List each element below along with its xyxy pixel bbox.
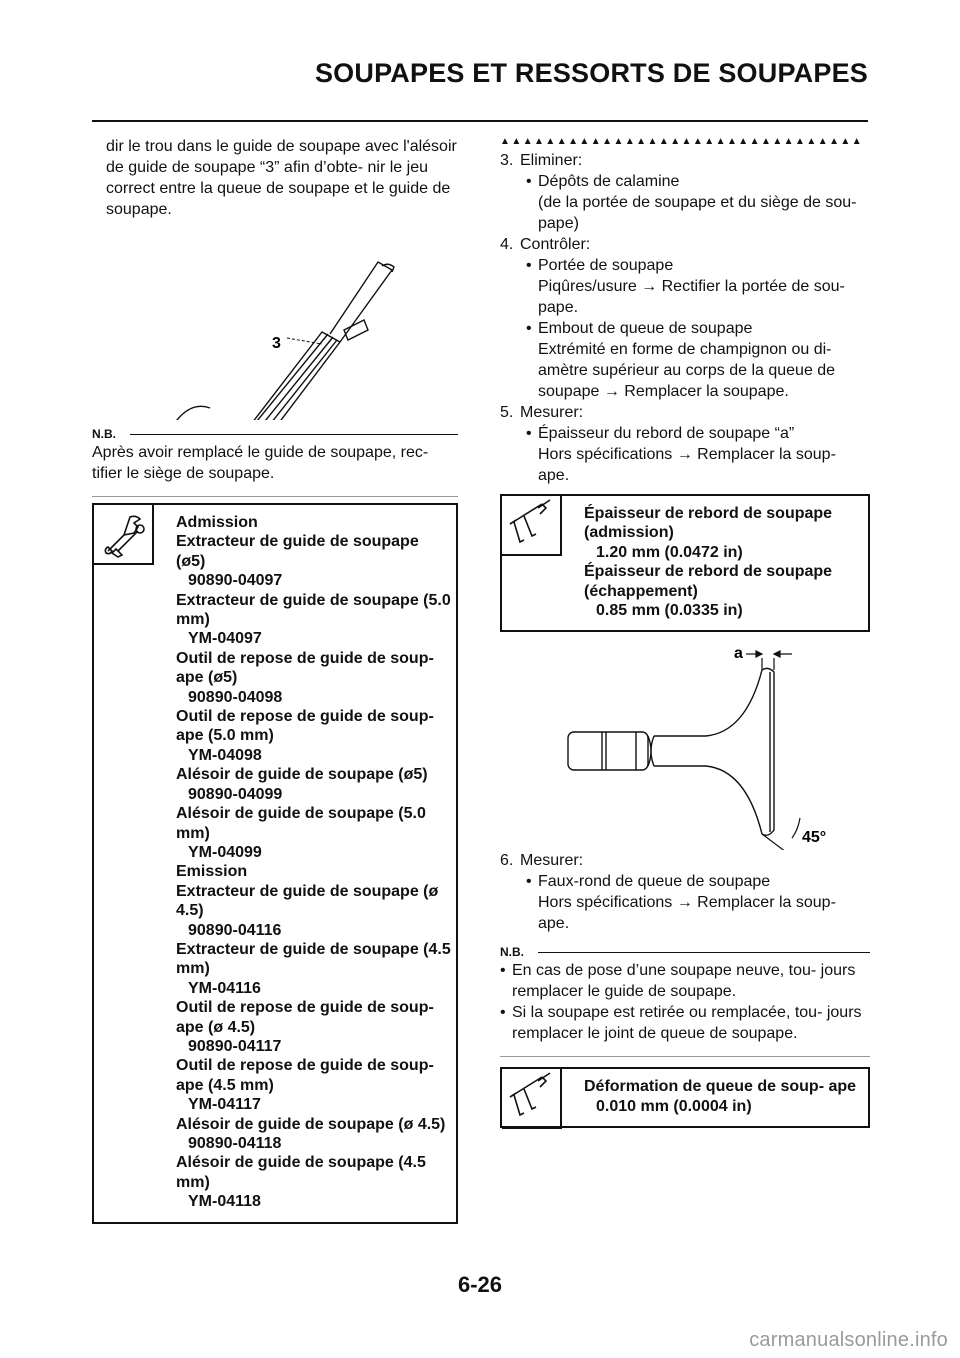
page-title: SOUPAPES ET RESSORTS DE SOUPAPES xyxy=(314,58,868,88)
bullet-subtext: Hors spécifications → Remplacer la soup- ape. xyxy=(538,446,836,484)
step-label: Mesurer: xyxy=(520,852,584,870)
spec-line: Outil de repose de guide de soup- ape (5.0 mm) xyxy=(176,708,434,745)
bullet-subtext: Extrémité en forme de champignon ou di- amètre supérieur au corps de la queue de soupape → Remplacer la soupape. xyxy=(538,341,836,400)
bullet-text: Épaisseur du rebord de soupape “a” xyxy=(538,425,795,442)
spec-line: YM-04098 xyxy=(188,746,262,764)
bullet-dot-icon: • xyxy=(526,173,532,190)
bullet-item xyxy=(520,423,870,486)
bullet-subtext: (de la portée de soupape et du siège de sou- pape) xyxy=(538,194,857,232)
nb-rule-right xyxy=(538,952,870,953)
valve-label-angle: 45° xyxy=(802,829,827,847)
nb-text: Après avoir remplacé le guide de soupape, rec- tifier le siège de soupape. xyxy=(92,444,429,482)
spec-box-deformation xyxy=(500,1067,870,1128)
spec-line: Extracteur de guide de soupape (4.5 mm) xyxy=(176,940,451,978)
steps-list xyxy=(500,150,870,486)
page-number: 6-26 xyxy=(457,1272,503,1297)
spec-line: YM-04116 xyxy=(188,979,261,997)
valve-illustration xyxy=(500,640,870,850)
spec-line: YM-04099 xyxy=(188,843,262,861)
spec-line: 90890-04117 xyxy=(188,1037,282,1055)
left-column xyxy=(92,136,458,1224)
spec-rebord-values xyxy=(584,496,868,630)
bullet-body xyxy=(538,423,870,486)
step-row xyxy=(500,150,870,234)
nb-end-rule-right xyxy=(500,1056,870,1057)
spec-line: Admission xyxy=(176,514,258,531)
spec-box-rebord xyxy=(500,494,870,632)
step-number: 4. xyxy=(500,236,514,253)
spec-line: Outil de repose de guide de soup- ape (4.5 mm) xyxy=(176,1057,434,1094)
bullet-dot-icon: • xyxy=(500,1004,506,1022)
spec-line: Extracteur de guide de soupape (ø5) xyxy=(176,533,419,570)
nb-bullets xyxy=(500,960,870,1044)
nb-label: N.B. xyxy=(92,427,116,441)
bullet-item xyxy=(520,871,870,934)
nb-bullet-text: Si la soupape est retirée ou remplacée, tou- jours remplacer le joint de queue de soupape. xyxy=(512,1004,862,1043)
reamer-illustration xyxy=(92,220,458,420)
bullet-dot-icon: • xyxy=(526,873,532,891)
spec-line: Outil de repose de guide de soup- ape (ø 4.5) xyxy=(176,999,434,1036)
spec-line: Extracteur de guide de soupape (5.0 mm) xyxy=(176,591,451,629)
spec-line: 90890-04118 xyxy=(188,1135,282,1152)
spec-line: Extracteur de guide de soupape (ø 4.5) xyxy=(176,882,439,920)
step-number: 3. xyxy=(500,152,514,169)
bullet-dot-icon: • xyxy=(526,257,532,274)
spec-line: 0.85 mm (0.0335 in) xyxy=(596,602,743,620)
spec-line: 0.010 mm (0.0004 in) xyxy=(596,1097,752,1115)
step-row xyxy=(500,234,870,402)
spec-line: Épaisseur de rebord de soupape (admission) xyxy=(584,505,833,542)
spec-line: Épaisseur de rebord de soupape (échappement) xyxy=(584,563,833,600)
tools-list xyxy=(176,505,456,1222)
caliper-icon xyxy=(502,496,562,556)
spec-line: YM-04118 xyxy=(188,1193,261,1211)
nb-end-rule xyxy=(92,496,458,497)
caliper-icon xyxy=(502,1069,562,1129)
nb-bullet xyxy=(500,960,870,1002)
spec-line: 90890-04098 xyxy=(188,688,283,706)
nb-label-right: N.B. xyxy=(500,945,524,960)
spec-line: Alésoir de guide de soupape (ø5) xyxy=(176,766,428,784)
triangle-separator: ▲▲▲▲▲▲▲▲▲▲▲▲▲▲▲▲▲▲▲▲▲▲▲▲▲▲▲▲▲▲▲▲ xyxy=(500,136,864,147)
spec-line: 90890-04099 xyxy=(188,785,283,803)
tools-box xyxy=(92,503,458,1224)
nb-bullet-text: En cas de pose d’une soupape neuve, tou- jours remplacer le guide de soupape. xyxy=(512,962,856,1001)
watermark: carmanualsonline.info xyxy=(749,1329,948,1351)
spec-line: Alésoir de guide de soupape (4.5 mm) xyxy=(176,1154,426,1191)
bullet-item xyxy=(520,171,870,234)
bullet-dot-icon: • xyxy=(526,425,532,442)
spec-line: 90890-04116 xyxy=(188,921,282,939)
step-number: 5. xyxy=(500,404,514,421)
spec-line: YM-04117 xyxy=(188,1096,261,1114)
bullet-text: Portée de soupape xyxy=(538,257,674,274)
title-rule xyxy=(92,120,868,122)
spec-line: 90890-04097 xyxy=(188,572,283,590)
intro-paragraph: dir le trou dans le guide de soupape avec l'alésoir de guide de soupape “3” afin d’obte- nir le jeu correct entre la queue de soupape et le guide de soupape. xyxy=(106,138,457,218)
step-body xyxy=(520,234,870,402)
step-label: Contrôler: xyxy=(520,236,591,253)
nb-header-right xyxy=(500,938,870,960)
bullet-text: Embout de queue de soupape xyxy=(538,320,753,337)
spec-line: Alésoir de guide de soupape (5.0 mm) xyxy=(176,805,426,842)
step-row xyxy=(500,402,870,486)
bullet-subtext: Piqûres/usure → Rectifier la portée de sou- pape. xyxy=(538,278,845,316)
step-label: Eliminer: xyxy=(520,152,583,169)
spec-line: Déformation de queue de soup- ape xyxy=(584,1078,857,1096)
tool-icon xyxy=(94,505,154,565)
bullet-text: Faux-rond de queue de soupape xyxy=(538,873,771,891)
spec-line: YM-04097 xyxy=(188,630,262,648)
step-body xyxy=(520,150,870,234)
step-label: Mesurer: xyxy=(520,404,584,421)
step-number: 6. xyxy=(500,852,514,870)
step-6 xyxy=(500,850,870,934)
bullet-body xyxy=(538,255,870,318)
nb-bullet xyxy=(500,1002,870,1044)
bullet-dot-icon: • xyxy=(526,320,532,337)
spec-line: Outil de repose de guide de soup- ape (ø5) xyxy=(176,649,434,687)
bullet-body xyxy=(538,171,870,234)
right-column xyxy=(500,136,870,1128)
step-body xyxy=(520,402,870,486)
bullet-subtext: Hors spécifications → Remplacer la soup- ape. xyxy=(538,894,836,933)
bullet-body xyxy=(538,318,870,402)
bullet-item xyxy=(520,255,870,318)
spec-line: 1.20 mm (0.0472 in) xyxy=(596,543,743,561)
figure-label-3: 3 xyxy=(272,335,281,352)
bullet-item xyxy=(520,318,870,402)
spec-line: Alésoir de guide de soupape (ø 4.5) xyxy=(176,1115,446,1133)
spec-line: Emission xyxy=(176,863,248,881)
bullet-dot-icon: • xyxy=(500,962,506,980)
bullet-body xyxy=(538,871,870,934)
nb-rule xyxy=(130,434,458,435)
bullet-text: Dépôts de calamine xyxy=(538,173,680,190)
step-row xyxy=(500,850,870,934)
valve-label-a: a xyxy=(734,645,743,663)
spec-deformation-values xyxy=(584,1069,868,1126)
step-body xyxy=(520,850,870,934)
nb-header xyxy=(92,420,458,442)
